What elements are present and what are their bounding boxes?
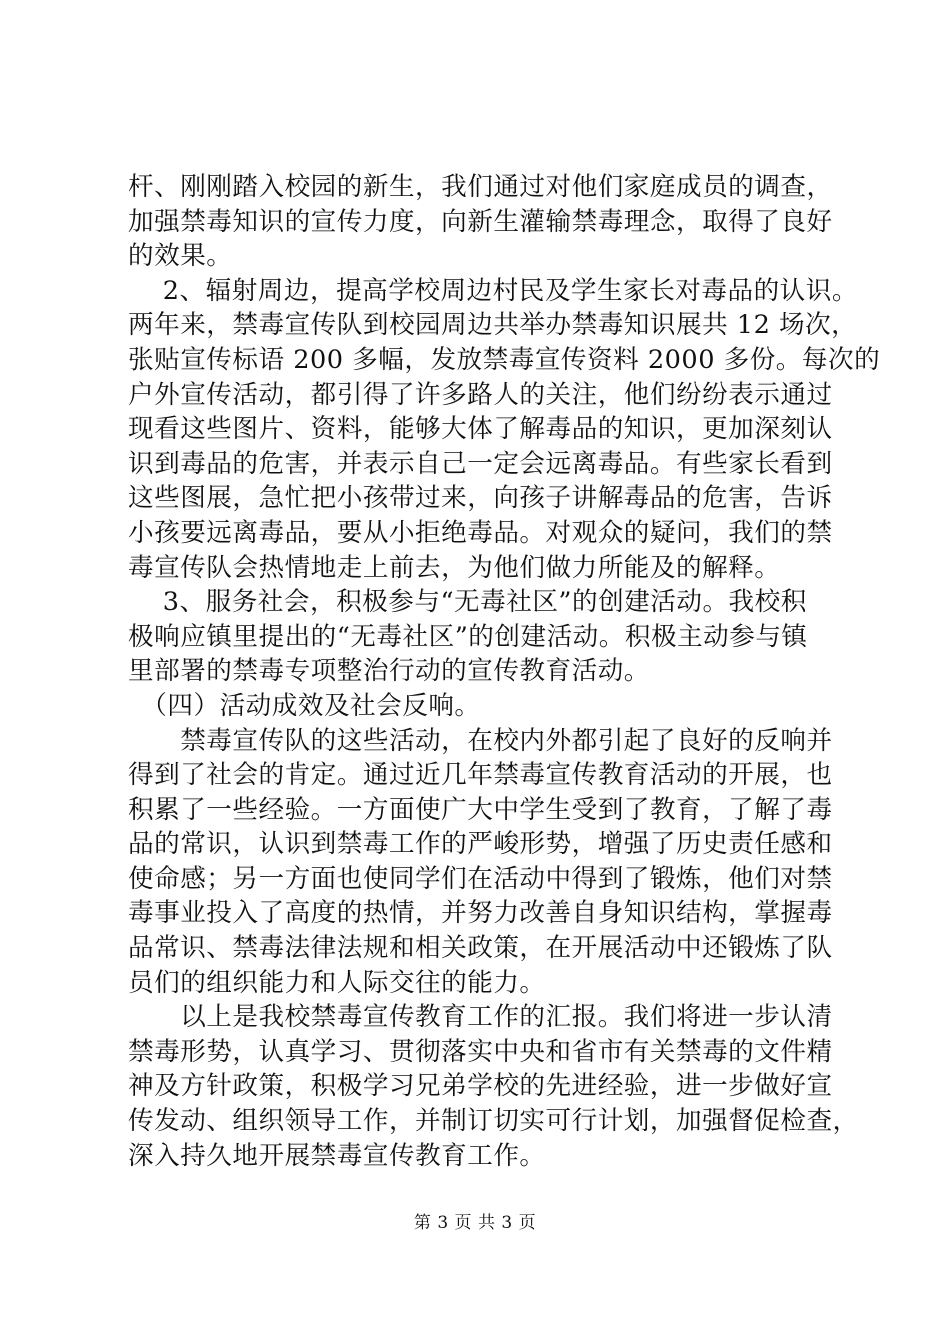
- text-line: 深入持久地开展禁毒宣传教育工作。: [128, 1140, 546, 1171]
- section-heading: （四）活动成效及社会反响。: [128, 690, 481, 721]
- text-line: 禁毒形势，认真学习、贯彻落实中央和省市有关禁毒的文件精: [128, 1036, 833, 1067]
- text-line: 神及方针政策，积极学习兄弟学校的先进经验，进一步做好宣: [128, 1071, 833, 1102]
- text-line: 张贴宣传标语 200 多幅，发放禁毒宣传资料 2000 多份。每次的: [128, 344, 881, 375]
- text-line: 加强禁毒知识的宣传力度，向新生灌输禁毒理念，取得了良好: [128, 206, 833, 237]
- text-line: 2、辐射周边，提高学校周边村民及学生家长对毒品的认识。: [128, 275, 858, 306]
- text-line: 的效果。: [128, 241, 233, 272]
- text-line: 现看这些图片、资料，能够大体了解毒品的知识，更加深刻认: [128, 414, 833, 445]
- body-text: [128, 170, 881, 1173]
- text-line: 积累了一些经验。一方面使广大中学生受到了教育，了解了毒: [128, 794, 833, 825]
- page-footer: 第 3 页 共 3 页: [413, 1213, 537, 1233]
- text-line: 3、服务社会，积极参与“无毒社区”的创建活动。我校积: [128, 587, 807, 618]
- text-line: 品常识、禁毒法律法规和相关政策，在开展活动中还锻炼了队: [128, 933, 833, 964]
- text-line: 禁毒宣传队的这些活动，在校内外都引起了良好的反响并: [128, 725, 833, 756]
- text-line: 传发动、组织领导工作，并制订切实可行计划，加强督促检查，: [128, 1106, 859, 1137]
- text-line: 得到了社会的肯定。通过近几年禁毒宣传教育活动的开展，也: [128, 760, 833, 791]
- text-line: 毒宣传队会热情地走上前去，为他们做力所能及的解释。: [128, 552, 781, 583]
- text-line: 这些图展，急忙把小孩带过来，向孩子讲解毒品的危害，告诉: [128, 483, 833, 514]
- text-line: 极响应镇里提出的“无毒社区”的创建活动。积极主动参与镇: [128, 621, 808, 652]
- text-line: 户外宣传活动，都引得了许多路人的关注，他们纷纷表示通过: [128, 379, 833, 410]
- text-line: 两年来，禁毒宣传队到校园周边共举办禁毒知识展共 12 场次，: [128, 310, 858, 341]
- text-line: 毒事业投入了高度的热情，并努力改善自身知识结构，掌握毒: [128, 898, 833, 929]
- text-line: 小孩要远离毒品，要从小拒绝毒品。对观众的疑问，我们的禁: [128, 517, 833, 548]
- text-line: 品的常识，认识到禁毒工作的严峻形势，增强了历史责任感和: [128, 829, 833, 860]
- text-line: 识到毒品的危害，并表示自己一定会远离毒品。有些家长看到: [128, 448, 833, 479]
- text-line: 员们的组织能力和人际交往的能力。: [128, 967, 546, 998]
- text-line: 里部署的禁毒专项整治行动的宣传教育活动。: [128, 656, 650, 687]
- text-line: 以上是我校禁毒宣传教育工作的汇报。我们将进一步认清: [128, 1002, 833, 1033]
- text-line: 杆、刚刚踏入校园的新生，我们通过对他们家庭成员的调查，: [128, 172, 833, 202]
- text-line: 使命感；另一方面也使同学们在活动中得到了锻炼，他们对禁: [128, 863, 833, 894]
